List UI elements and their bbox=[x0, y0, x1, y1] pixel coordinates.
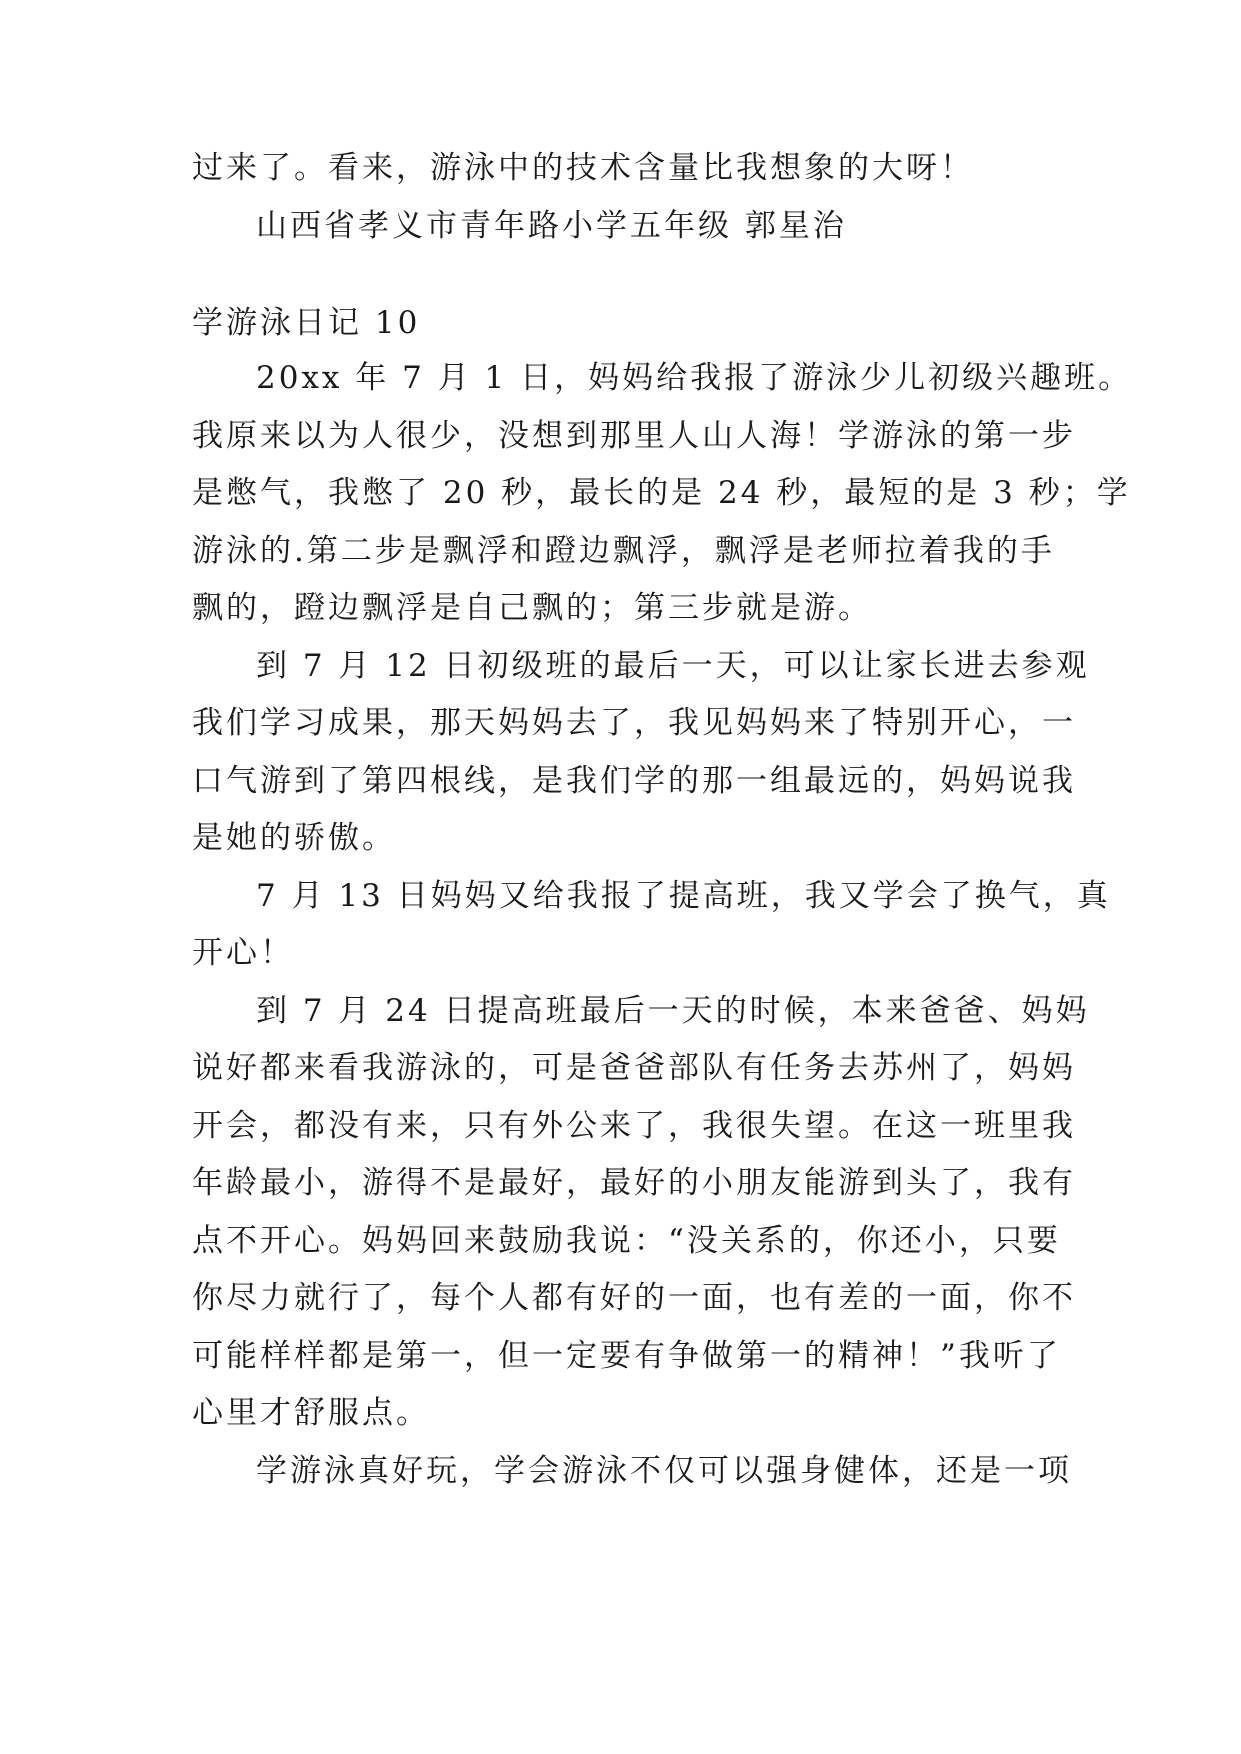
paragraph-line: 说好都来看我游泳的，可是爸爸部队有任务去苏州了，妈妈 bbox=[192, 1050, 1076, 1086]
author-line: 山西省孝义市青年路小学五年级 郭星治 bbox=[256, 207, 847, 244]
paragraph-line: 开心！ bbox=[192, 935, 294, 971]
paragraph-line: 到 7 月 12 日初级班的最后一天，可以让家长进去参观 bbox=[256, 647, 1090, 684]
body-text bbox=[192, 350, 1133, 1500]
paragraph-line: 学游泳真好玩，学会游泳不仅可以强身健体，还是一项 bbox=[256, 1452, 1072, 1489]
intro-line: 过来了。看来，游泳中的技术含量比我想象的大呀！ bbox=[192, 150, 974, 186]
section-title-block bbox=[192, 295, 1052, 353]
paragraph-line: 7 月 13 日妈妈又给我报了提高班，我又学会了换气，真 bbox=[256, 877, 1111, 914]
paragraph-line: 心里才舒服点。 bbox=[192, 1395, 430, 1431]
intro-block bbox=[192, 140, 1052, 255]
paragraph-line: 年龄最小，游得不是最好，最好的小朋友能游到头了，我有 bbox=[192, 1165, 1076, 1201]
paragraph-line: 开会，都没有来，只有外公来了，我很失望。在这一班里我 bbox=[192, 1107, 1076, 1144]
paragraph-line: 游泳的.第二步是飘浮和蹬边飘浮，飘浮是老师拉着我的手 bbox=[192, 532, 1055, 569]
paragraph-line: 可能样样都是第一，但一定要有争做第一的精神！”我听了 bbox=[192, 1337, 1061, 1374]
paragraph-line: 到 7 月 24 日提高班最后一天的时候，本来爸爸、妈妈 bbox=[256, 992, 1090, 1029]
section-title: 学游泳日记 10 bbox=[192, 305, 421, 341]
paragraph-line: 我们学习成果，那天妈妈去了，我见妈妈来了特别开心，一 bbox=[192, 705, 1076, 741]
paragraph-line: 我原来以为人很少，没想到那里人山人海！学游泳的第一步 bbox=[192, 417, 1076, 454]
paragraph-line: 是憋气，我憋了 20 秒，最长的是 24 秒，最短的是 3 秒；学 bbox=[192, 475, 1131, 511]
paragraph-line: 20xx 年 7 月 1 日，妈妈给我报了游泳少儿初级兴趣班。 bbox=[256, 360, 1133, 396]
paragraph-line: 飘的，蹬边飘浮是自己飘的；第三步就是游。 bbox=[192, 590, 872, 626]
paragraph-line: 你尽力就行了，每个人都有好的一面，也有差的一面，你不 bbox=[192, 1280, 1076, 1316]
paragraph-line: 口气游到了第四根线，是我们学的那一组最远的，妈妈说我 bbox=[192, 762, 1076, 799]
paragraph-line: 点不开心。妈妈回来鼓励我说：“没关系的，你还小，只要 bbox=[192, 1222, 1061, 1259]
paragraph-line: 是她的骄傲。 bbox=[192, 820, 396, 856]
